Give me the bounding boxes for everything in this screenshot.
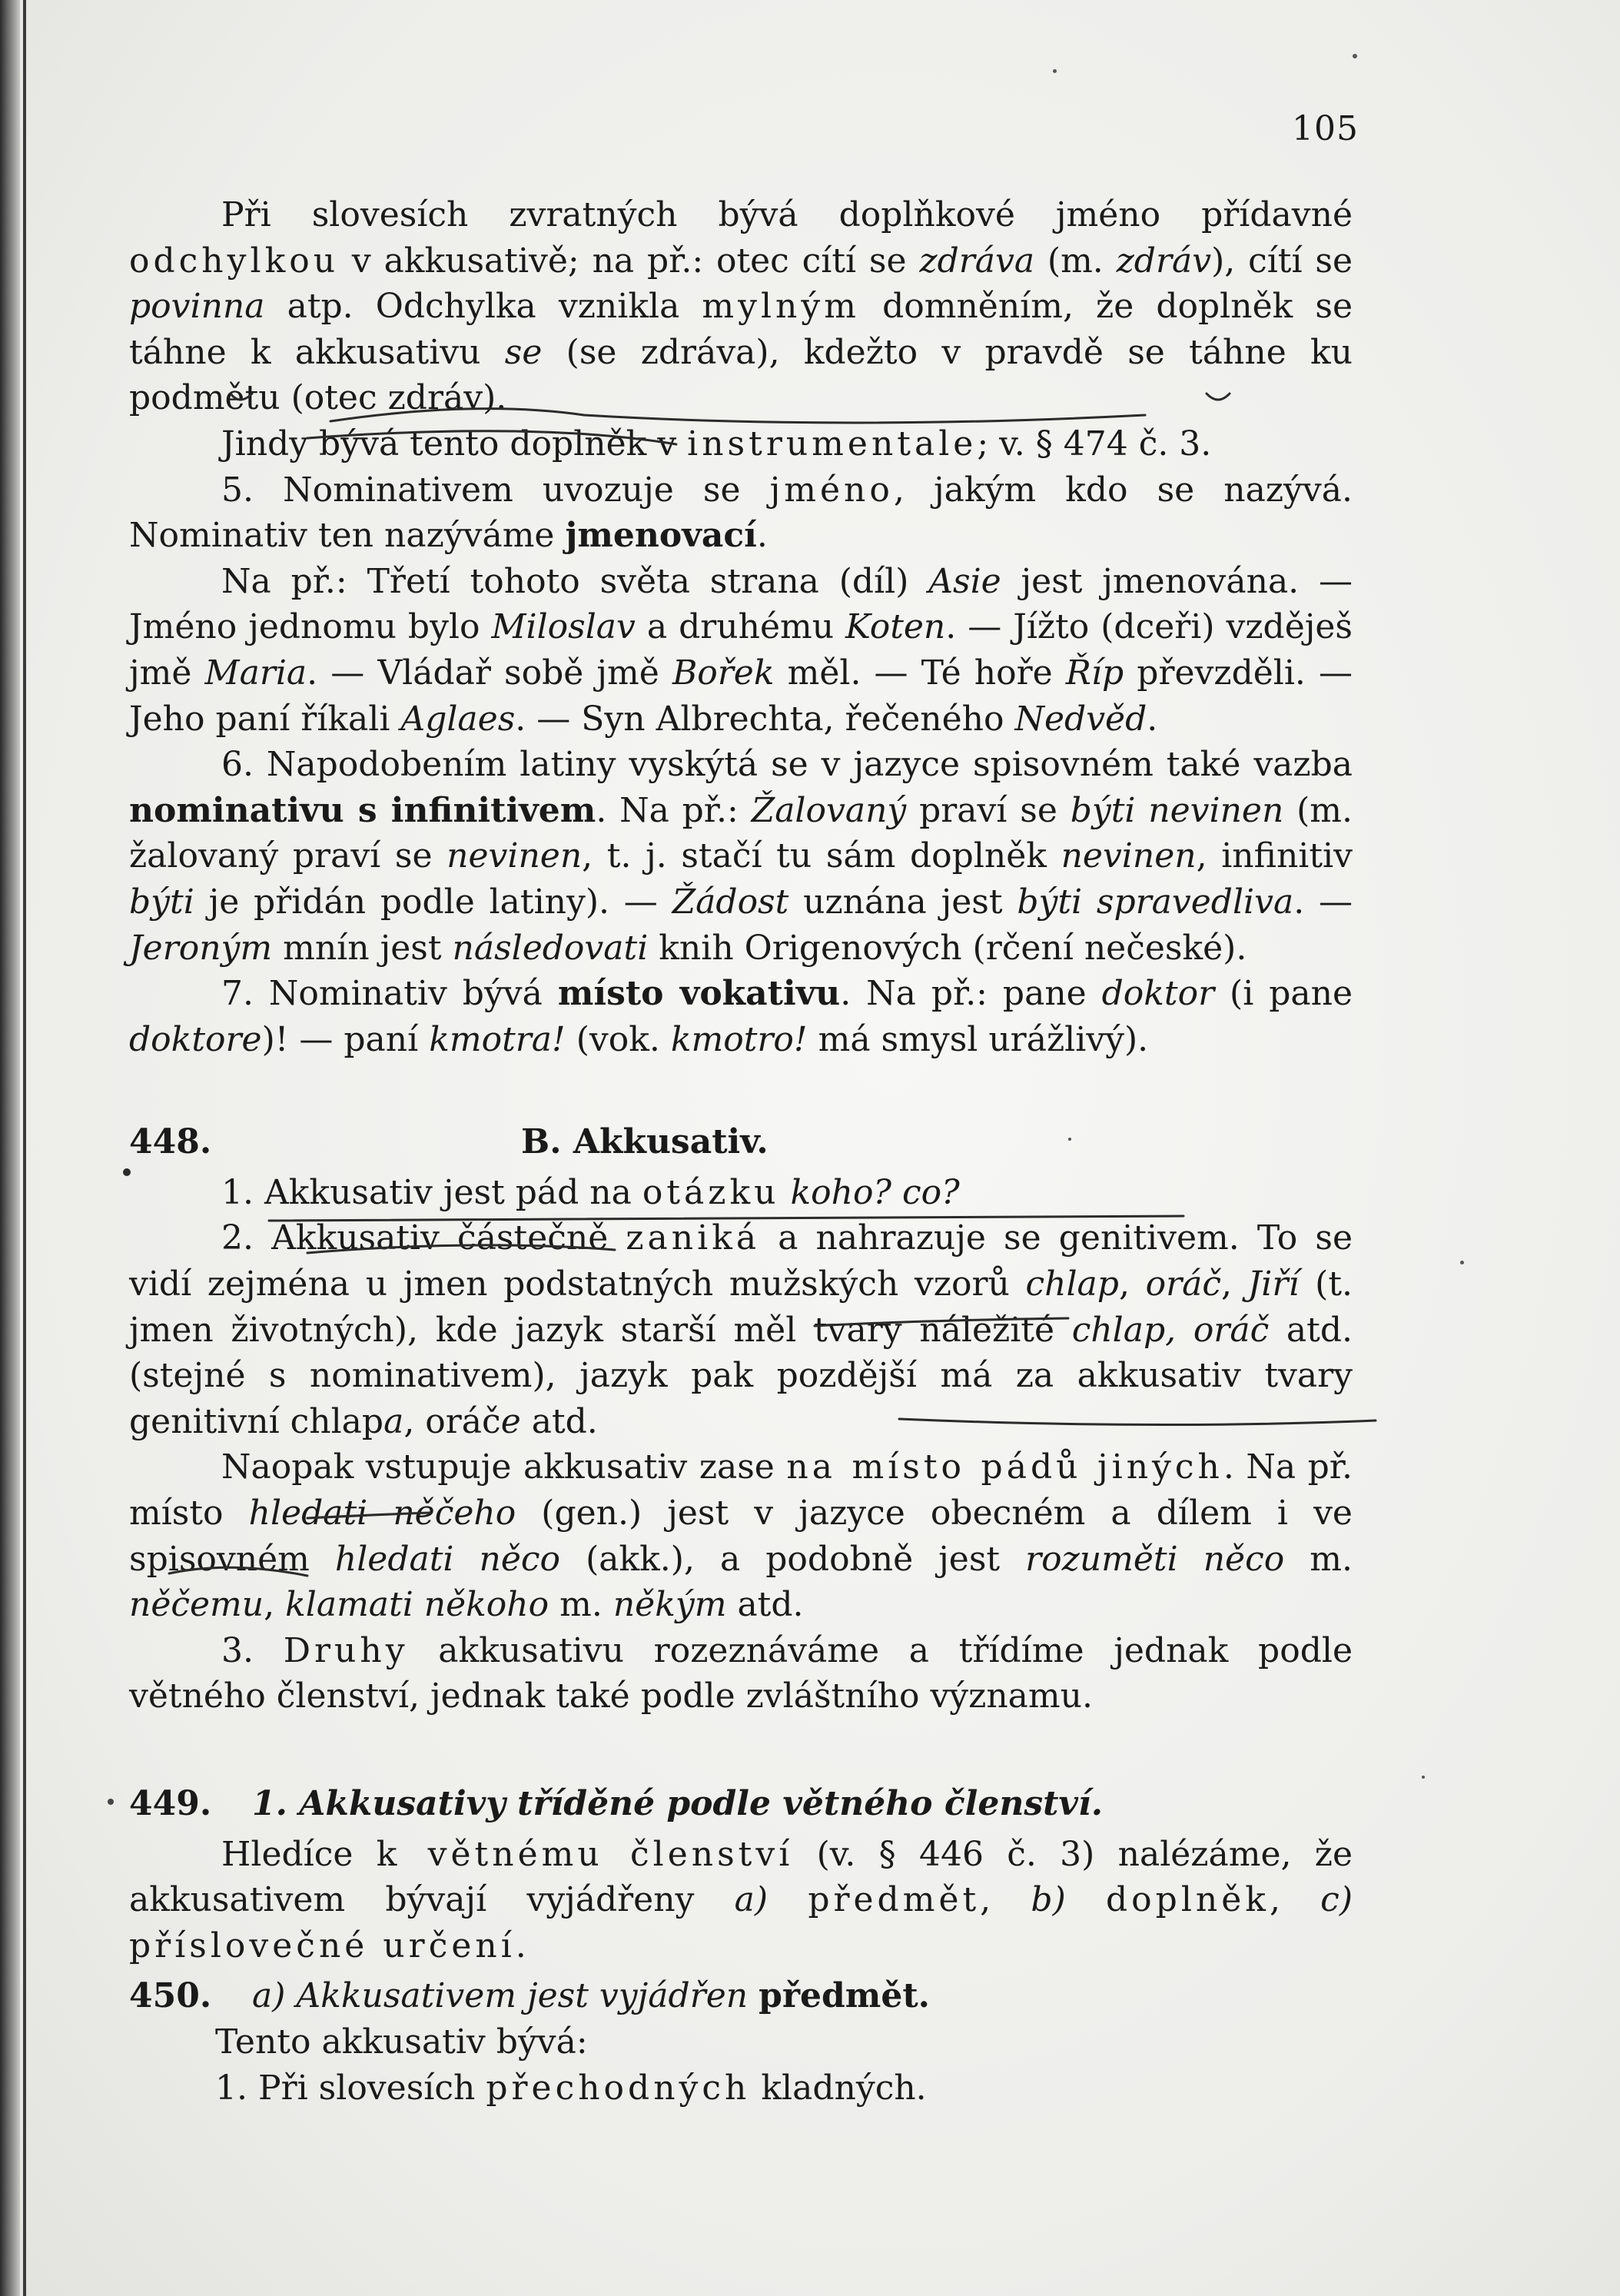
section-title: 1. Akkusativy tříděné podle větného členství.	[252, 1784, 1104, 1823]
paragraph-5-nominative: 5. Nominativem uvozuje se jméno, jakým kdo se nazývá. Nominativ ten nazýváme jmenovací.	[129, 470, 1353, 556]
page-number: 105	[1292, 109, 1359, 148]
scan-speck	[1068, 1138, 1071, 1141]
scan-speck	[1353, 54, 1357, 58]
section-number: 448.	[129, 1122, 212, 1162]
section-title: B. Akkusativ.	[521, 1122, 769, 1162]
paragraph-448-naopak: Naopak vstupuje akkusativ zase na místo pádů jiných. Na př. místo hledati něčeho (gen.) jest v jazyce obecném a dílem i ve spisovném hledati něco (akk.), a podobně jest rozuměti něco m. něčemu, klamati někoho m. někým atd.	[129, 1447, 1353, 1625]
body-text	[129, 192, 1353, 2111]
scan-speck	[1460, 1261, 1464, 1264]
section-450-heading	[129, 1973, 1353, 2019]
scan-speck	[1422, 1776, 1425, 1779]
paragraph-instrumental: Jindy bývá tento doplněk v instrumentale; v. § 474 č. 3.	[221, 424, 1212, 464]
paragraph-449: Hledíce k větnému členství (v. § 446 č. 3) nalézáme, že akkusativem bývají vyjádřeny a) předmět, b) doplněk, c) příslovečné určení.	[129, 1834, 1353, 1965]
paragraph-examples: Na př.: Třetí tohoto světa strana (díl) Asie jest jmenována. — Jméno jednomu bylo Miloslav a druhému Koten. — Jížto (dceři) vzděješ jmě Maria. — Vládař sobě jmě Bořek měl. — Té hoře Říp převzděli. — Jeho paní říkali Aglaes. — Syn Albrechta, řečeného Nedvěd.	[129, 561, 1353, 739]
scan-speck	[1053, 69, 1057, 73]
section-title: a) Akkusativem jest vyjádřen předmět.	[252, 1976, 930, 2016]
paragraph-7-vocative: 7. Nominativ bývá místo vokativu. Na př.: pane doktor (i pane doktore)! — paní kmotra! (vok. kmotro! má smysl urážlivý).	[129, 974, 1353, 1059]
section-449-heading	[129, 1781, 1353, 1827]
paragraph-450-intro: Tento akkusativ bývá:	[215, 2022, 588, 2062]
binding-line	[23, 0, 26, 2296]
scan-speck	[123, 1168, 131, 1176]
section-448-heading	[129, 1119, 1353, 1165]
scan-speck	[108, 1799, 114, 1805]
paragraph-448-2: 2. Akkusativ částečně zaniká a nahrazuje se genitivem. To se vidí zejména u jmen podstatných mužských vzorů chlap, oráč, Jiří (t. jmen životných), kde jazyk starší měl tvary náležité chlap, oráč atd. (stejné s nominativem), jazyk pak pozdější má za akkusativ tvary genitivní chlapa, oráče atd.	[129, 1218, 1353, 1441]
paragraph-6-infinitive: 6. Napodobením latiny vyskýtá se v jazyce spisovném také vazba nominativu s infinitivem. Na př.: Žalovaný praví se býti nevinen (m. žalovaný praví se nevinen, t. j. stačí tu sám doplněk nevinen, infinitiv býti je přidán podle latiny). — Žádost uznána jest býti spravedliva. — Jeroným mnín jest následovati knih Origenových (rčení nečeské).	[129, 745, 1353, 968]
paragraph-450-1: 1. Při slovesích přechodných kladných.	[215, 2068, 927, 2108]
paragraph-reflexive: Při slovesích zvratných bývá doplňkové jméno přídavné odchylkou v akkusativě; na př.: otec cítí se zdráva (m. zdráv), cítí se povinna atp. Odchylka vznikla mylným domněním, že doplněk se táhne k akkusativu se (se zdráva), kdežto v pravdě se táhne ku podmětu (otec zdráv).	[129, 195, 1353, 418]
section-number: 450.	[129, 1976, 212, 2016]
section-number: 449.	[129, 1784, 212, 1823]
paragraph-448-1: 1. Akkusativ jest pád na otázku koho? co?	[221, 1172, 960, 1212]
paragraph-448-3: 3. Druhy akkusativu rozeznáváme a třídíme jednak podle větného členství, jednak také podle zvláštního významu.	[129, 1630, 1353, 1716]
binding-edge	[0, 0, 20, 2296]
